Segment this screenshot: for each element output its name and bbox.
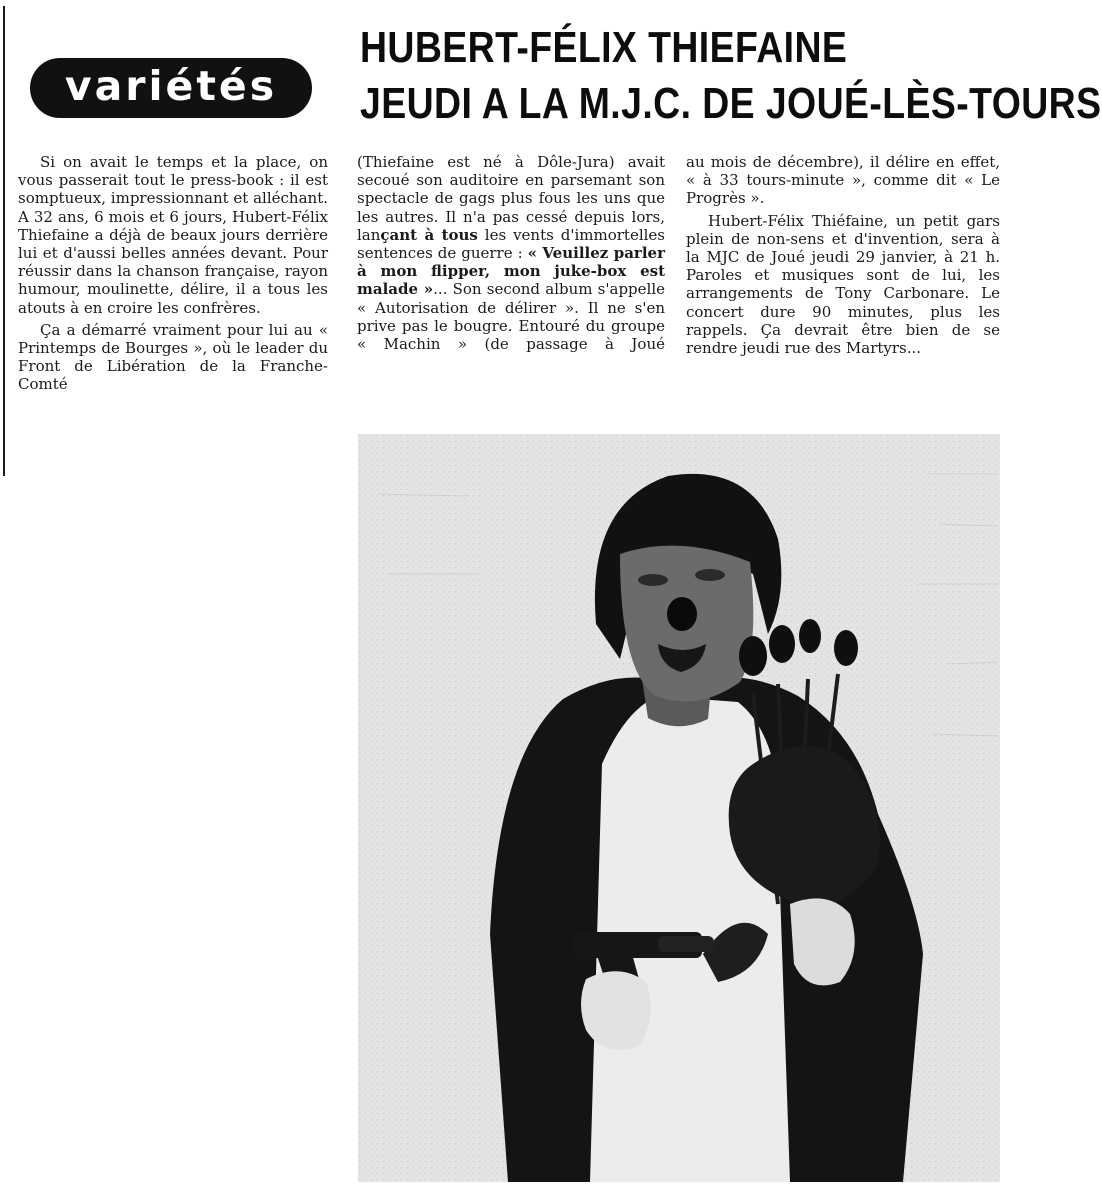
column-1-paragraph-2: Ça a démarré vraiment pour lui au « Printemps de Bourges », où le leader du Front de Libération de la Franche-Comté <box>18 320 328 394</box>
article-column-1 <box>18 153 328 394</box>
column-3-paragraph-1: au mois de décembre), il délire en effet, « à 33 tours-minute », comme dit « Le Progrès ». <box>686 153 1000 208</box>
column-3-paragraph-2: Hubert-Félix Thiéfaine, un petit gars plein de non-sens et d'invention, sera à la MJC de Joué jeudi 29 janvier, à 21 h. Paroles et musiques sont de lui, les arrangements de Tony Carbonare. Le concert dure 90 minutes, plus les rappels. Ça devrait être bien de se rendre jeudi rue des Martyrs... <box>686 211 1000 358</box>
column-2-text-3: ... Son second album s'appelle « Autorisation de délirer ». Il ne s'en prive pas le bougre. Entouré du groupe « Machin » (de passage à Joué <box>357 280 665 354</box>
column-2-text-1: (Thiefaine est né à Dôle-Jura) avait secoué son auditoire en parsemant son spectacle de gags plus fous les uns que les autres. Il n'a pas cessé depuis lors, lan <box>357 153 665 244</box>
article-headline <box>360 20 1102 132</box>
column-2-text-2: les vents d'immortelles sentences de guerre : <box>357 225 665 263</box>
right-hand <box>790 898 855 985</box>
column-2-bold-quote: « Veuillez parler à mon flipper, mon juke-box est malade » <box>357 244 665 299</box>
article-column-2 <box>357 153 665 353</box>
black-painted-nose <box>667 597 697 631</box>
column-1-paragraph-1: Si on avait le temps et la place, on vous passerait tout le press-book : il est somptueux, impressionnant et alléchant. A 32 ans, 6 mois et 6 jours, Hubert-Félix Thiefaine a déjà de beaux jours derrière lui et d'aussi belles années devant. Pour réussir dans la chanson française, rayon humour, moulinette, délire, il a tous les atouts à en croire les confrères. <box>18 153 328 317</box>
column-rule <box>3 6 5 476</box>
column-2-paragraph <box>357 153 665 353</box>
left-eye <box>638 574 668 586</box>
headline-line-2: JEUDI A LA M.J.C. DE JOUÉ-LÈS-TOURS <box>360 79 1102 128</box>
column-2-bold-1: çant à tous <box>380 225 478 244</box>
article-column-3 <box>686 153 1000 357</box>
artist-photo-illustration <box>358 434 1000 1182</box>
section-rubric-badge <box>30 58 312 118</box>
artist-photo <box>358 434 1000 1182</box>
right-eye <box>695 569 725 581</box>
headline-line-1: HUBERT-FÉLIX THIEFAINE <box>360 23 848 72</box>
section-rubric-label: variétés <box>64 61 278 110</box>
